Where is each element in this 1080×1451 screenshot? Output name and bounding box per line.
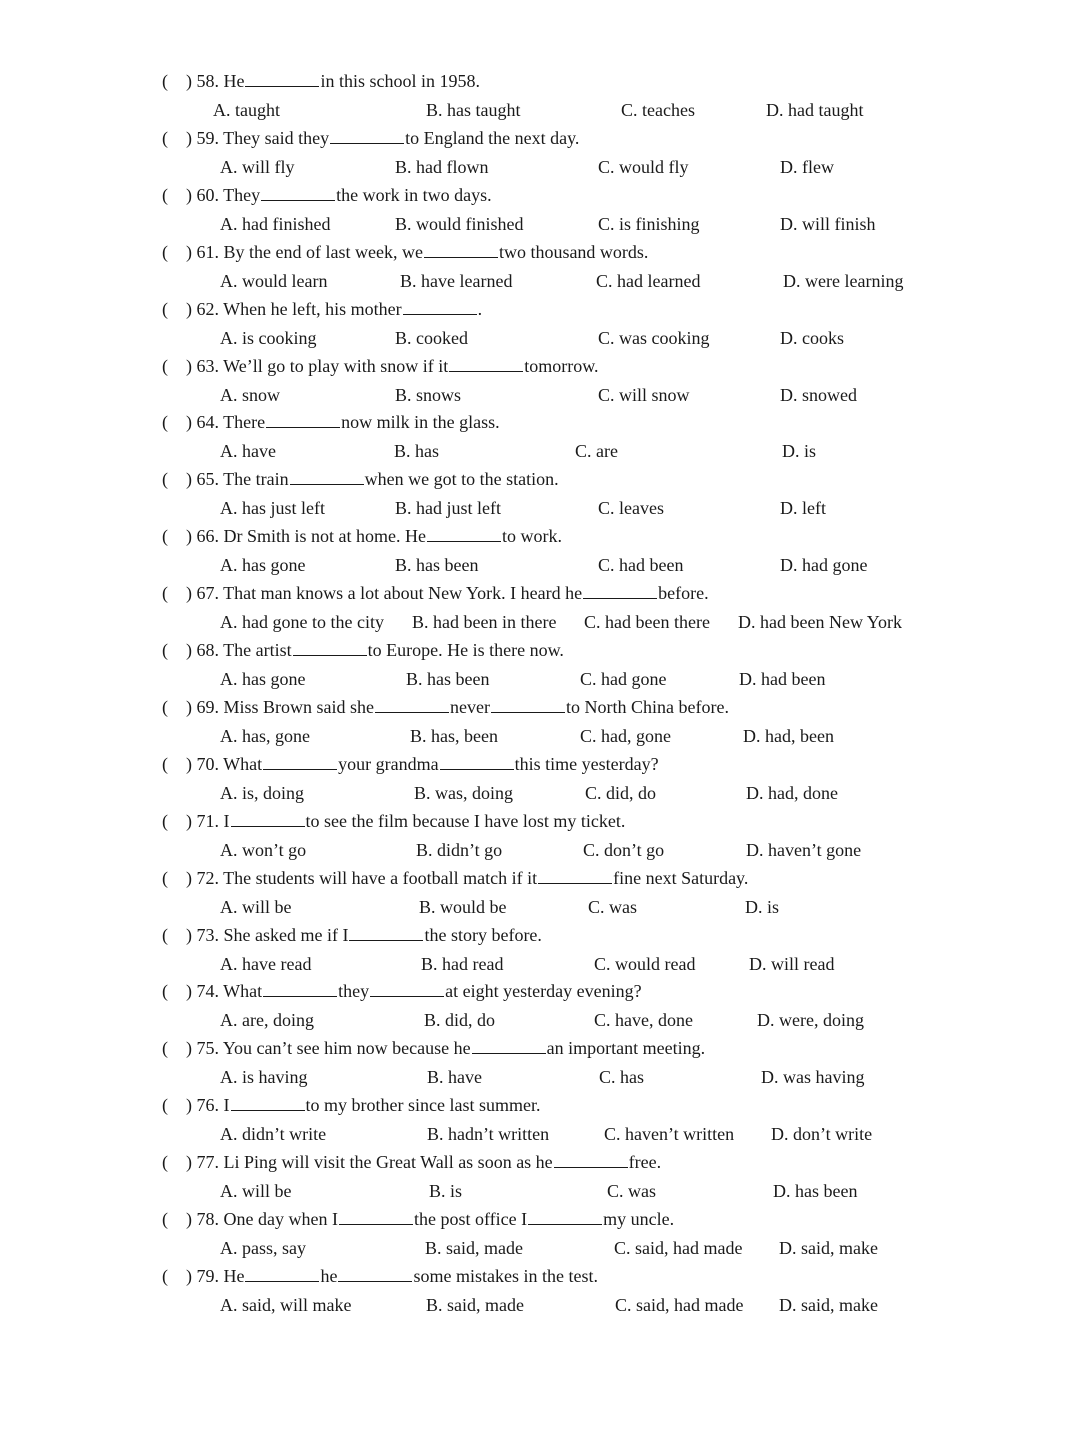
option-a: A. are, doing	[220, 1010, 314, 1031]
stem-text: to see the film because I have lost my ticket.	[305, 810, 626, 831]
answer-paren[interactable]: (	[162, 810, 168, 831]
stem-text: ) 61. By the end of last week, we	[186, 241, 423, 262]
option-a: A. would learn	[220, 270, 328, 291]
question-stem	[186, 181, 492, 209]
stem-text: ) 72. The students will have a football match if it	[186, 867, 538, 888]
question-stem	[186, 522, 562, 550]
option-d: D. had, done	[746, 782, 838, 803]
answer-paren[interactable]: (	[162, 469, 168, 490]
question-stem	[186, 1091, 540, 1119]
option-c: C. have, done	[594, 1010, 693, 1031]
answer-paren[interactable]: (	[162, 696, 168, 717]
option-b: B. had read	[421, 953, 504, 974]
option-b: B. cooked	[395, 327, 468, 348]
option-c: C. had gone	[580, 669, 667, 689]
answer-blank[interactable]	[349, 922, 423, 941]
stem-text: never	[450, 696, 490, 717]
stem-text: ) 67. That man knows a lot about New York. I heard he	[186, 583, 583, 604]
question-stem	[186, 579, 709, 607]
option-a: A. had gone to the city	[220, 612, 384, 633]
stem-text: ) 68. The artist	[186, 640, 292, 660]
option-d: D. had taught	[766, 100, 864, 120]
option-a: A. will be	[220, 1181, 292, 1202]
option-a: A. taught	[213, 100, 280, 120]
option-c: C. haven’t written	[604, 1124, 735, 1145]
option-d: D. cooks	[780, 327, 844, 348]
option-c: C. had learned	[596, 270, 701, 291]
option-a: A. is having	[220, 1067, 308, 1088]
answer-blank[interactable]	[538, 865, 612, 884]
option-a: A. pass, say	[220, 1238, 306, 1258]
answer-paren[interactable]: (	[162, 1265, 168, 1286]
answer-paren[interactable]: (	[162, 127, 168, 148]
answer-blank[interactable]	[293, 637, 367, 656]
option-d: D. had been New York	[738, 612, 902, 633]
option-c: C. said, had made	[615, 1294, 744, 1315]
question-stem	[186, 921, 542, 949]
stem-text: they	[338, 981, 370, 1002]
stem-text: ) 74. What	[186, 981, 263, 1002]
answer-blank[interactable]	[554, 1149, 628, 1168]
stem-text: ) 60. They	[186, 184, 261, 205]
option-a: A. has gone	[220, 669, 306, 689]
option-b: B. had just left	[395, 498, 501, 519]
stem-text: he	[320, 1265, 338, 1286]
question-stem	[186, 807, 625, 835]
question-stem	[186, 1205, 674, 1233]
option-b: B. has	[394, 441, 439, 462]
option-d: D. said, make	[779, 1238, 878, 1258]
question-stem	[186, 124, 579, 152]
option-b: B. has taught	[426, 100, 521, 120]
question-stem	[186, 864, 748, 892]
option-c: C. did, do	[585, 782, 657, 803]
answer-paren[interactable]: (	[162, 71, 168, 91]
option-d: D. flew	[780, 156, 834, 177]
answer-blank[interactable]	[231, 1092, 305, 1111]
answer-blank[interactable]	[440, 751, 514, 770]
stem-text: the post office I	[413, 1209, 528, 1229]
question-stem	[186, 750, 659, 778]
stem-text: before.	[658, 583, 709, 604]
question-stem	[186, 295, 482, 323]
option-a: A. will fly	[220, 156, 295, 177]
stem-text: ) 79. He	[186, 1265, 245, 1286]
answer-blank[interactable]	[263, 751, 337, 770]
answer-paren[interactable]: (	[162, 526, 168, 547]
option-b: B. has, been	[410, 725, 498, 746]
stem-text: to Europe. He is there now.	[367, 640, 564, 660]
stem-text: some mistakes in the test.	[413, 1265, 598, 1286]
answer-paren[interactable]: (	[162, 298, 168, 319]
option-a: A. said, will make	[220, 1294, 352, 1315]
stem-text: ) 59. They said they	[186, 127, 330, 148]
stem-text: tomorrow.	[524, 355, 599, 376]
answer-blank[interactable]	[403, 296, 477, 315]
stem-text: ) 71. I	[186, 810, 230, 831]
option-d: D. were learning	[783, 270, 904, 291]
stem-text: .	[477, 298, 483, 319]
answer-blank[interactable]	[261, 182, 335, 201]
stem-text: ) 75. You can’t see him now because he	[186, 1038, 471, 1059]
answer-paren[interactable]: (	[162, 412, 168, 433]
question-stem	[186, 636, 564, 664]
option-d: D. haven’t gone	[746, 839, 862, 860]
option-c: C. will snow	[598, 384, 690, 405]
stem-text: an important meeting.	[546, 1038, 706, 1059]
question-stem	[186, 408, 500, 436]
answer-blank[interactable]	[528, 1206, 602, 1225]
option-b: B. was, doing	[414, 782, 513, 803]
stem-text: ) 63. We’ll go to play with snow if it	[186, 355, 449, 376]
question-stem	[186, 1148, 661, 1176]
option-c: C. was	[607, 1181, 656, 1202]
option-b: B. have	[427, 1067, 482, 1088]
option-d: D. were, doing	[757, 1010, 864, 1031]
option-d: D. was having	[761, 1067, 865, 1088]
answer-blank[interactable]	[370, 978, 444, 997]
option-d: D. don’t write	[771, 1124, 873, 1145]
question-stem	[186, 693, 729, 721]
stem-text: in this school in 1958.	[320, 71, 480, 91]
option-b: B. has been	[406, 669, 490, 689]
stem-text: this time yesterday?	[514, 753, 659, 774]
option-a: A. has gone	[220, 555, 306, 576]
stem-text: ) 62. When he left, his mother	[186, 298, 402, 319]
option-b: B. hadn’t written	[427, 1124, 550, 1145]
stem-text: to work.	[501, 526, 562, 547]
option-d: D. said, make	[779, 1294, 878, 1315]
option-b: B. had flown	[395, 156, 489, 177]
option-b: B. have learned	[400, 270, 513, 291]
stem-text: ) 73. She asked me if I	[186, 924, 349, 945]
answer-paren[interactable]: (	[162, 1152, 168, 1173]
answer-paren[interactable]: (	[162, 1209, 168, 1229]
option-b: B. has been	[395, 555, 479, 576]
answer-blank[interactable]	[375, 694, 449, 713]
option-d: D. is	[782, 441, 817, 462]
stem-text: ) 69. Miss Brown said she	[186, 696, 374, 717]
option-b: B. would be	[419, 896, 507, 917]
stem-text: ) 66. Dr Smith is not at home. He	[186, 526, 426, 547]
option-c: C. had been there	[584, 612, 710, 633]
answer-paren[interactable]: (	[162, 1038, 168, 1059]
answer-blank[interactable]	[339, 1206, 413, 1225]
option-a: A. have	[220, 441, 276, 462]
answer-paren[interactable]: (	[162, 640, 168, 660]
answer-paren[interactable]: (	[162, 981, 168, 1002]
option-d: D. has been	[773, 1181, 858, 1202]
answer-blank[interactable]	[263, 978, 337, 997]
stem-text: ) 77. Li Ping will visit the Great Wall as soon as he	[186, 1152, 553, 1173]
option-d: D. left	[780, 498, 826, 519]
answer-blank[interactable]	[427, 523, 501, 542]
answer-paren[interactable]: (	[162, 753, 168, 774]
option-c: C. has	[599, 1067, 644, 1088]
option-d: D. snowed	[780, 384, 857, 405]
stem-text: ) 78. One day when I	[186, 1209, 338, 1229]
answer-blank[interactable]	[245, 68, 319, 87]
option-c: C. leaves	[598, 498, 664, 519]
option-d: D. had, been	[743, 725, 834, 746]
answer-blank[interactable]	[472, 1035, 546, 1054]
answer-paren[interactable]: (	[162, 924, 168, 945]
stem-text: free.	[628, 1152, 662, 1173]
option-c: C. had been	[598, 555, 684, 576]
stem-text: ) 76. I	[186, 1095, 230, 1116]
option-a: A. is cooking	[220, 327, 317, 348]
option-a: A. will be	[220, 896, 292, 917]
answer-blank[interactable]	[231, 808, 305, 827]
option-a: A. has just left	[220, 498, 325, 519]
option-c: C. had, gone	[580, 725, 671, 746]
question-stem	[186, 67, 480, 95]
option-b: B. would finished	[395, 213, 524, 234]
option-c: C. don’t go	[583, 839, 665, 860]
option-c: C. was	[588, 896, 637, 917]
answer-paren[interactable]: (	[162, 355, 168, 376]
question-stem	[186, 1034, 705, 1062]
answer-paren[interactable]: (	[162, 184, 168, 205]
option-d: D. is	[745, 896, 780, 917]
option-d: D. had gone	[780, 555, 868, 576]
stem-text: ) 64. There	[186, 412, 266, 433]
answer-blank[interactable]	[424, 239, 498, 258]
answer-blank[interactable]	[338, 1263, 412, 1282]
option-c: C. said, had made	[614, 1238, 743, 1258]
answer-paren[interactable]: (	[162, 241, 168, 262]
option-b: B. didn’t go	[416, 839, 503, 860]
option-d: D. will read	[749, 953, 835, 974]
stem-text: your grandma	[338, 753, 439, 774]
option-b: B. snows	[395, 384, 462, 405]
stem-text: ) 70. What	[186, 753, 263, 774]
option-c: C. is finishing	[598, 213, 700, 234]
answer-blank[interactable]	[245, 1263, 319, 1282]
question-stem	[186, 1262, 598, 1290]
question-stem	[186, 352, 599, 380]
answer-blank[interactable]	[449, 353, 523, 372]
option-c: C. are	[575, 441, 618, 462]
stem-text: when we got to the station.	[364, 469, 559, 490]
stem-text: two thousand words.	[498, 241, 649, 262]
option-b: B. said, made	[426, 1294, 524, 1315]
option-c: C. was cooking	[598, 327, 710, 348]
option-c: C. would fly	[598, 156, 689, 177]
stem-text: ) 58. He	[186, 71, 245, 91]
option-b: B. did, do	[424, 1010, 496, 1031]
stem-text: now milk in the glass.	[341, 412, 500, 433]
option-c: C. teaches	[621, 100, 695, 120]
answer-paren[interactable]: (	[162, 583, 168, 604]
option-b: B. had been in there	[412, 612, 557, 633]
option-d: D. will finish	[780, 213, 876, 234]
answer-blank[interactable]	[266, 409, 340, 428]
option-b: B. is	[429, 1181, 463, 1202]
stem-text: to England the next day.	[405, 127, 580, 148]
question-stem	[186, 465, 559, 493]
stem-text: to my brother since last summer.	[305, 1095, 541, 1116]
answer-paren[interactable]: (	[162, 867, 168, 888]
option-b: B. said, made	[425, 1238, 523, 1258]
option-a: A. has, gone	[220, 725, 310, 746]
option-a: A. is, doing	[220, 782, 305, 803]
answer-paren[interactable]: (	[162, 1095, 168, 1116]
option-a: A. have read	[220, 953, 312, 974]
answer-blank[interactable]	[491, 694, 565, 713]
stem-text: ) 65. The train	[186, 469, 289, 490]
option-a: A. snow	[220, 384, 281, 405]
answer-blank[interactable]	[583, 580, 657, 599]
stem-text: the story before.	[424, 924, 542, 945]
stem-text: my uncle.	[603, 1209, 675, 1229]
stem-text: fine next Saturday.	[613, 867, 749, 888]
question-stem	[186, 238, 648, 266]
stem-text: the work in two days.	[336, 184, 492, 205]
answer-blank[interactable]	[290, 466, 364, 485]
option-d: D. had been	[739, 669, 826, 689]
option-a: A. didn’t write	[220, 1124, 327, 1145]
option-a: A. had finished	[220, 213, 331, 234]
option-c: C. would read	[594, 953, 696, 974]
option-a: A. won’t go	[220, 839, 307, 860]
stem-text: to North China before.	[565, 696, 729, 717]
stem-text: at eight yesterday evening?	[445, 981, 642, 1002]
question-stem	[186, 977, 642, 1005]
answer-blank[interactable]	[330, 125, 404, 144]
